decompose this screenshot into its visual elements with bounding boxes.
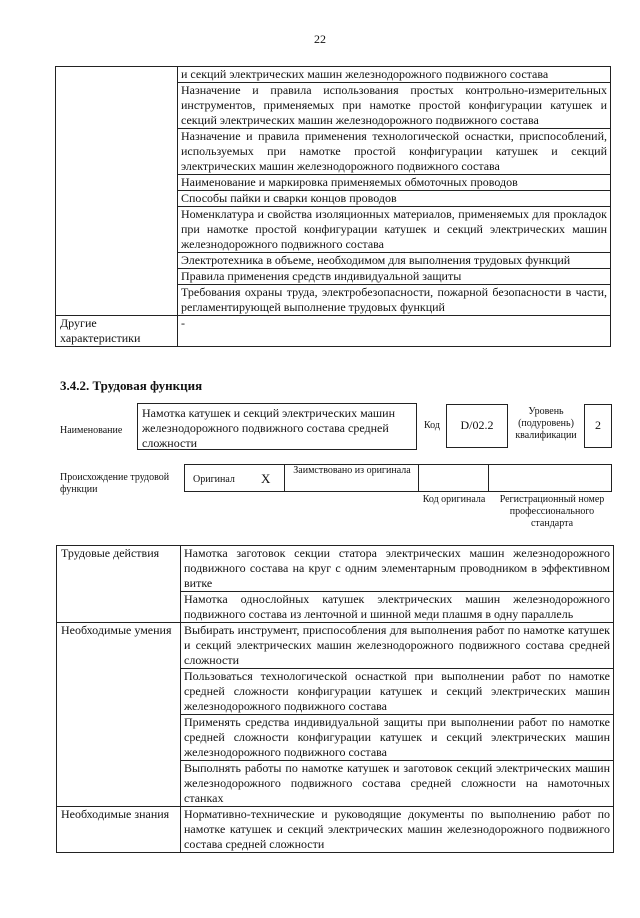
name-label: Наименование <box>60 425 123 436</box>
other-characteristics-value: - <box>178 316 611 347</box>
actions-label: Трудовые действия <box>57 546 181 623</box>
knowledge-label: Необходимые знания <box>57 807 181 853</box>
reg-number-cell <box>488 465 613 491</box>
labor-function-table <box>56 545 614 853</box>
knowledge-item: Номенклатура и свойства изоляционных материалов, применяемых для прокладок при намотке простой конфигурации катушек и секций электрических машин железнодорожного подвижного состава <box>178 207 611 253</box>
code-original-cell <box>418 465 489 491</box>
original-mark: X <box>261 471 271 486</box>
origin-label: Происхождение трудовой функции <box>60 472 170 495</box>
knowledge-item: Назначение и правила использования простых контрольно-измерительных инструментов, применяемых при намотке простой конфигурации катушек и секций электрических машин железнодорожного подвижного состава <box>178 83 611 129</box>
original-label: Оригинал <box>193 474 235 485</box>
origin-row-box <box>184 464 612 492</box>
knowledge-item: Наименование и маркировка применяемых обмоточных проводов <box>178 175 611 191</box>
borrowed-label: Заимствовано из оригинала <box>284 465 419 491</box>
skill-item: Выполнять работы по намотке катушек и заготовок секций электрических машин железнодорожного подвижного состава средней сложности на намоточных станках <box>181 761 614 807</box>
knowledge-table-continued <box>55 66 611 347</box>
function-name-box: Намотка катушек и секций электрических машин железнодорожного подвижного состава средней сложности <box>137 403 417 450</box>
knowledge-item: Правила применения средств индивидуальной защиты <box>178 269 611 285</box>
knowledge-item: Нормативно-технические и руководящие документы по выполнению работ по намотке катушек и секций электрических машин железнодорожного подвижного состава средней сложности <box>181 807 614 853</box>
level-value-box: 2 <box>584 404 612 448</box>
skill-item: Выбирать инструмент, приспособления для выполнения работ по намотке катушек и секций электрических машин железнодорожного подвижного состава средней сложности <box>181 623 614 669</box>
table-row <box>57 807 614 853</box>
other-characteristics-label: Другие характеристики <box>56 316 178 347</box>
knowledge-item: и секций электрических машин железнодорожного подвижного состава <box>178 67 611 83</box>
knowledge-item: Требования охраны труда, электробезопасности, пожарной безопасности в части, регламентирующей выполнение трудовых функций <box>178 285 611 316</box>
skills-label: Необходимые умения <box>57 623 181 807</box>
skill-item: Применять средства индивидуальной защиты при выполнении работ по намотке средней сложности конфигурации катушек и секций электрических машин железнодорожного подвижного состава <box>181 715 614 761</box>
table-row <box>57 623 614 669</box>
table-row <box>56 67 611 83</box>
section-title: 3.4.2. Трудовая функция <box>60 378 203 393</box>
level-label: Уровень (подуровень) квалификации <box>515 406 577 441</box>
code-original-caption: Код оригинала <box>422 494 486 505</box>
skill-item: Пользоваться технологической оснасткой при выполнении работ по намотке средней сложности конфигурации катушек и секций электрических машин железнодорожного подвижного состава <box>181 669 614 715</box>
action-item: Намотка однослойных катушек электрических машин железнодорожного подвижного состава из ленточной и шинной меди плашмя в одну параллель <box>181 592 614 623</box>
page-number: 22 <box>314 32 326 46</box>
code-value-box: D/02.2 <box>446 404 508 448</box>
knowledge-item: Электротехника в объеме, необходимом для выполнения трудовых функций <box>178 253 611 269</box>
knowledge-item: Способы пайки и сварки концов проводов <box>178 191 611 207</box>
code-label: Код <box>424 420 440 431</box>
table-row <box>57 546 614 592</box>
reg-number-caption: Регистрационный номер профессионального стандарта <box>499 494 605 529</box>
action-item: Намотка заготовок секции статора электрических машин железнодорожного подвижного состава на круг с одним элементарным проводником в эффективном витке <box>181 546 614 592</box>
knowledge-item: Назначение и правила применения технологической оснастки, приспособлений, используемых при намотке простой конфигурации катушек и секций электрических машин железнодорожного подвижного состава <box>178 129 611 175</box>
label-cell-empty <box>56 67 178 316</box>
table-row <box>56 316 611 347</box>
